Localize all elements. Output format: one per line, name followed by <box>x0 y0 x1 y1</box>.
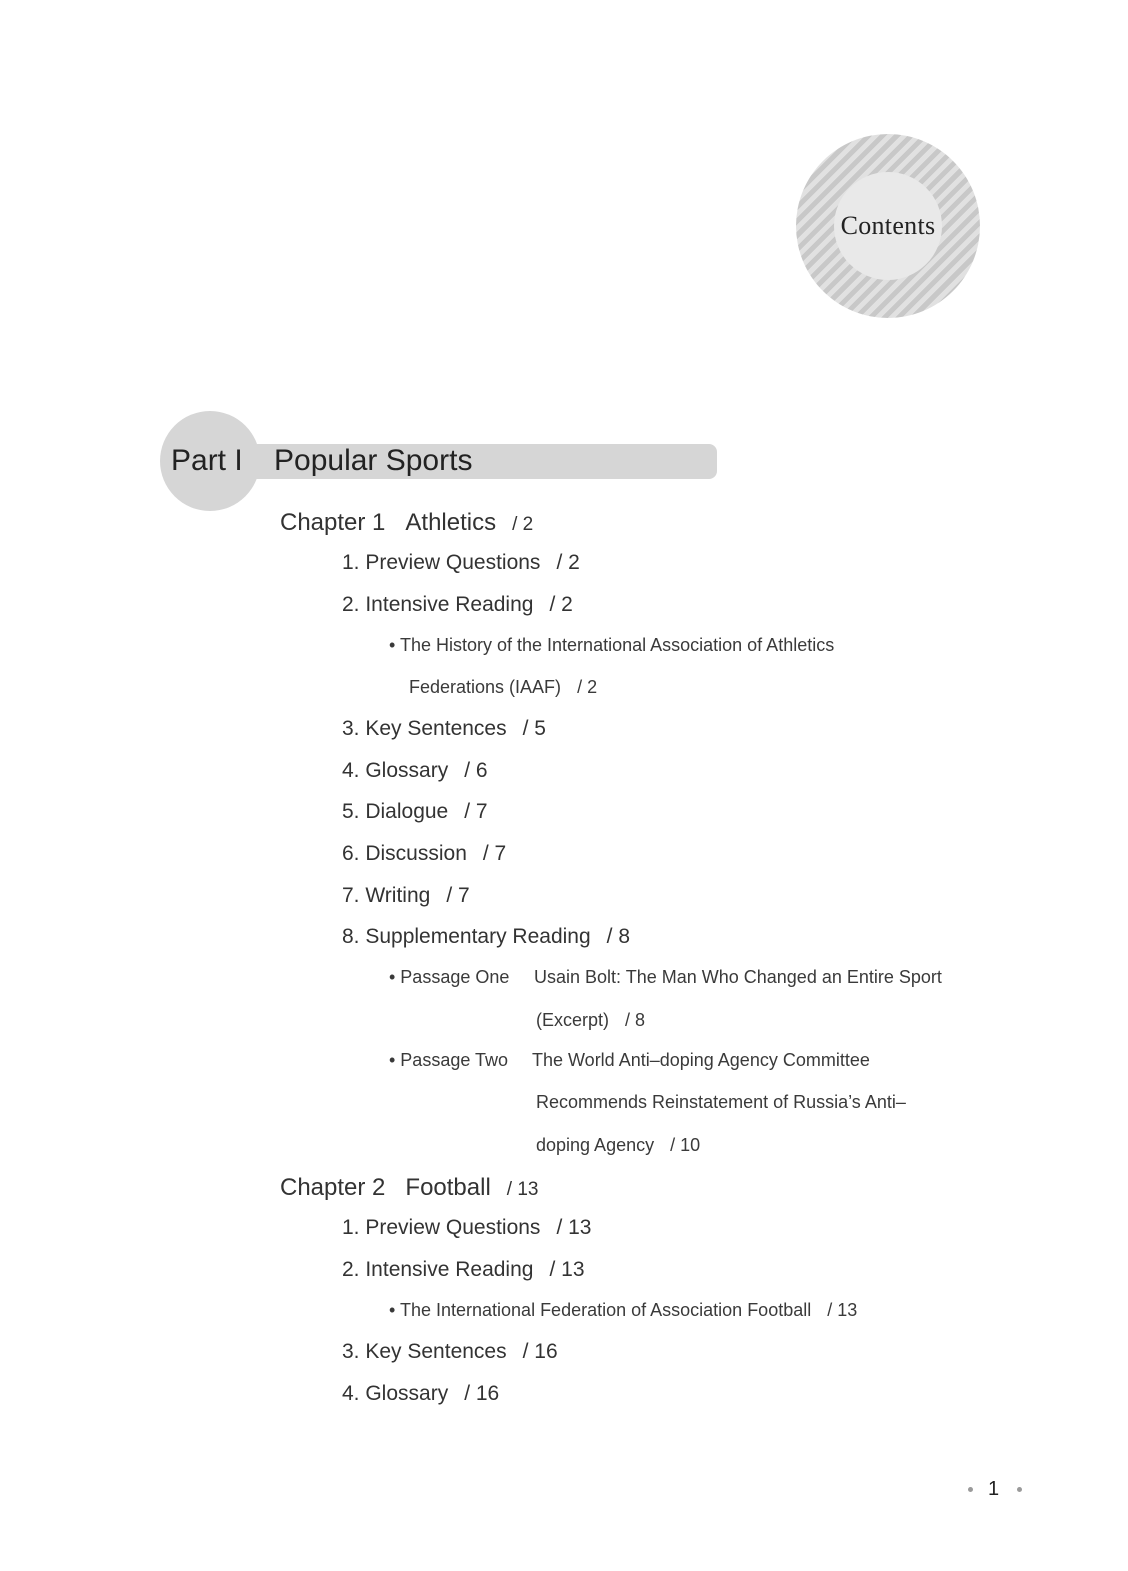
entry-label: 6. Discussion <box>342 842 467 865</box>
chapter-label: Chapter 2 <box>280 1174 386 1201</box>
entry-page: / 6 <box>464 759 488 782</box>
chapter-label: Chapter 1 <box>280 509 386 536</box>
toc-entry-key-sentences[interactable] <box>342 717 546 741</box>
toc-entry-intensive-reading[interactable] <box>342 593 573 617</box>
chapter-2-heading[interactable] <box>280 1174 539 1202</box>
toc-entry-dialogue[interactable] <box>342 800 488 824</box>
entry-page: / 10 <box>670 1135 701 1155</box>
toc-entry-discussion[interactable] <box>342 842 506 866</box>
toc-entry-supplementary-reading[interactable] <box>342 925 630 949</box>
entry-page: / 16 <box>464 1382 500 1405</box>
entry-page: / 2 <box>556 551 580 574</box>
footer-dot-left <box>968 1487 973 1492</box>
toc-subentry-fifa[interactable] <box>389 1300 857 1321</box>
contents-badge-inner <box>834 172 942 280</box>
chapter-page: / 2 <box>512 514 534 535</box>
entry-label: (Excerpt) <box>536 1010 610 1030</box>
chapter-title: Athletics <box>405 509 497 536</box>
toc-entry-glossary[interactable] <box>342 1382 499 1406</box>
entry-label: 1. Preview Questions <box>342 551 541 574</box>
entry-label: • The International Federation of Association Football <box>389 1300 812 1320</box>
entry-page: / 7 <box>446 884 470 907</box>
toc-passage-one-label: • Passage One <box>389 967 510 987</box>
entry-page: / 2 <box>549 593 573 616</box>
toc-entry-key-sentences[interactable] <box>342 1340 558 1364</box>
entry-label: 3. Key Sentences <box>342 1340 507 1363</box>
toc-passage-one-line2[interactable] <box>536 1010 645 1031</box>
toc-entry-intensive-reading[interactable] <box>342 1258 585 1282</box>
page-number: 1 <box>988 1478 1000 1500</box>
entry-label: 2. Intensive Reading <box>342 1258 534 1281</box>
entry-label: 4. Glossary <box>342 759 449 782</box>
entry-page: / 7 <box>464 800 488 823</box>
toc-passage-one-line1[interactable]: Usain Bolt: The Man Who Changed an Entire Sport <box>534 967 942 987</box>
part-title: Popular Sports <box>274 444 473 477</box>
contents-title: Contents <box>840 211 936 240</box>
chapter-1-heading[interactable] <box>280 509 533 537</box>
footer-dot-right <box>1017 1487 1022 1492</box>
entry-label: Federations (IAAF) <box>409 677 562 697</box>
entry-page: / 8 <box>606 925 631 948</box>
entry-label: 1. Preview Questions <box>342 1216 541 1239</box>
entry-label: 7. Writing <box>342 884 431 907</box>
entry-page: / 13 <box>556 1216 592 1239</box>
entry-label: 3. Key Sentences <box>342 717 507 740</box>
toc-entry-preview-questions[interactable] <box>342 551 580 575</box>
entry-label: 4. Glossary <box>342 1382 449 1405</box>
entry-page: / 13 <box>827 1300 858 1320</box>
chapter-page: / 13 <box>506 1179 539 1200</box>
entry-page: / 16 <box>522 1340 558 1363</box>
chapter-title: Football <box>405 1174 491 1201</box>
toc-passage-two-label: • Passage Two <box>389 1050 509 1070</box>
toc-subentry-iaaf-line2[interactable] <box>409 677 597 698</box>
entry-page: / 8 <box>625 1010 646 1030</box>
entry-label: 8. Supplementary Reading <box>342 925 591 948</box>
part-label: Part I <box>171 444 243 477</box>
toc-passage-two-line3[interactable] <box>536 1135 700 1156</box>
entry-page: / 5 <box>522 717 546 740</box>
toc-entry-writing[interactable] <box>342 884 470 908</box>
toc-entry-preview-questions[interactable] <box>342 1216 591 1240</box>
toc-passage-two-line1[interactable]: The World Anti–doping Agency Committee <box>532 1050 870 1070</box>
entry-page: / 2 <box>577 677 598 697</box>
entry-label: doping Agency <box>536 1135 655 1155</box>
toc-entry-glossary[interactable] <box>342 759 488 783</box>
entry-page: / 13 <box>549 1258 585 1281</box>
entry-page: / 7 <box>482 842 507 865</box>
entry-label: 5. Dialogue <box>342 800 449 823</box>
contents-badge <box>796 134 980 318</box>
entry-label: 2. Intensive Reading <box>342 593 534 616</box>
toc-passage-two-line2[interactable]: Recommends Reinstatement of Russia’s Anti– <box>536 1092 906 1112</box>
toc-subentry-iaaf-line1[interactable]: • The History of the International Association of Athletics <box>389 635 835 655</box>
